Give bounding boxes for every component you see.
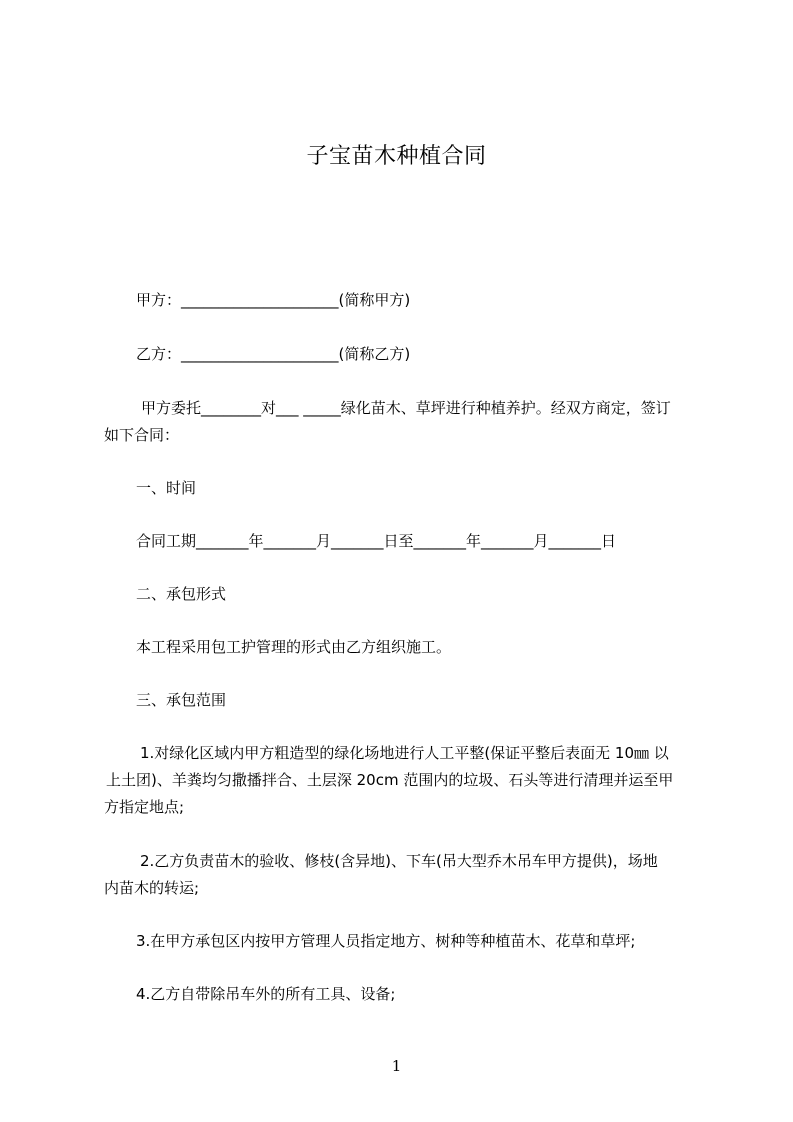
page-number: 1 bbox=[391, 1057, 402, 1075]
scope-item-3: 3.在甲方承包区内按甲方管理人员指定地方、树种等种植苗木、花草和草坪; bbox=[136, 932, 636, 950]
scope-item-1-line-1: 1.对绿化区域内甲方粗造型的绿化场地进行人工平整(保证平整后表面无 10㎜ 以 bbox=[140, 744, 669, 762]
scope-item-2-line-1: 2.乙方负责苗木的验收、修枝(含异地)、下车(吊大型乔木吊车甲方提供)，场地 bbox=[140, 852, 658, 870]
intro-paragraph-line-1: 甲方委托________对___ _____绿化苗木、草坪进行种植养护。经双方商定，签订 bbox=[141, 399, 671, 417]
party-b-line: 乙方：_____________________(简称乙方) bbox=[136, 345, 411, 363]
document-title: 子宝苗木种植合同 bbox=[306, 144, 487, 169]
party-a-line: 甲方：_____________________(简称甲方) bbox=[136, 291, 411, 309]
section-2-heading: 二、承包形式 bbox=[136, 585, 227, 603]
section-1-heading: 一、时间 bbox=[136, 479, 197, 497]
section-3-heading: 三、承包范围 bbox=[136, 691, 227, 709]
contract-form-text: 本工程采用包工护管理的形式由乙方组织施工。 bbox=[136, 638, 452, 656]
scope-item-4: 4.乙方自带除吊车外的所有工具、设备; bbox=[136, 985, 396, 1003]
scope-item-1-line-2: 上土团)、羊粪均匀撒播拌合、土层深 20cm 范围内的垃圾、石头等进行清理并运至甲 bbox=[106, 771, 674, 789]
scope-item-1-line-3: 方指定地点; bbox=[104, 798, 185, 816]
intro-paragraph-line-2: 如下合同： bbox=[104, 426, 180, 444]
scope-item-2-line-2: 内苗木的转运; bbox=[104, 879, 200, 897]
contract-period-line: 合同工期_______年_______月_______日至_______年_______月_______日 bbox=[136, 532, 617, 550]
